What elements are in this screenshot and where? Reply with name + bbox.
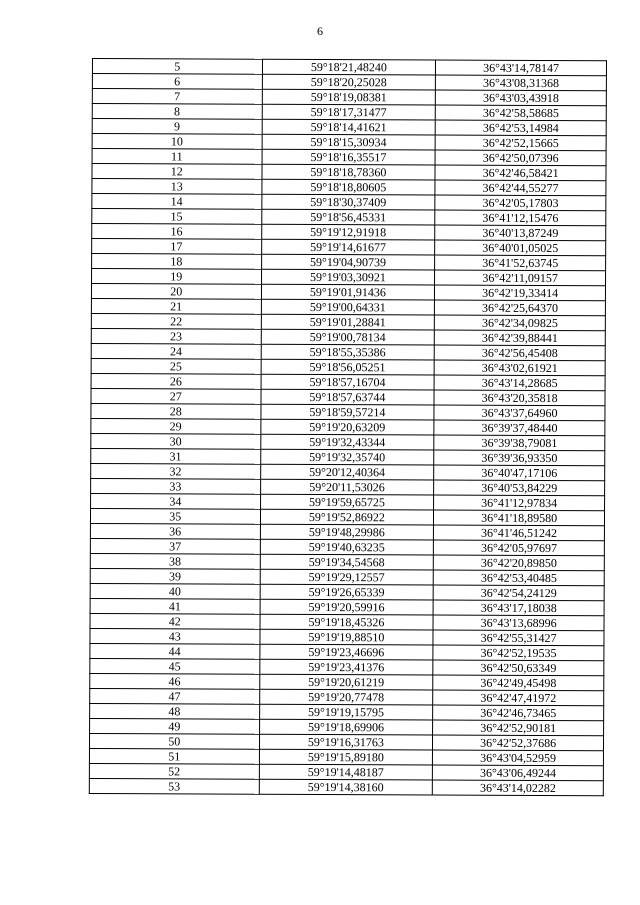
latitude-cell: 59°19'18,69906 — [259, 719, 433, 735]
latitude-cell: 59°19'20,63209 — [260, 419, 434, 435]
longitude-cell: 36°39'36,93350 — [434, 450, 605, 466]
point-number-cell: 22 — [91, 313, 261, 329]
coordinates-table — [89, 58, 607, 796]
coordinates-table-body — [89, 59, 606, 796]
point-number-cell: 43 — [90, 628, 260, 644]
latitude-cell: 59°19'52,86922 — [260, 509, 434, 525]
point-number-cell: 28 — [91, 403, 261, 419]
longitude-cell: 36°43'14,78147 — [436, 60, 607, 76]
latitude-cell: 59°19'12,91918 — [261, 224, 435, 240]
longitude-cell: 36°43'03,43918 — [436, 90, 607, 106]
point-number-cell: 10 — [92, 134, 262, 150]
longitude-cell: 36°42'19,33414 — [435, 285, 606, 301]
point-number-cell: 34 — [91, 493, 261, 509]
point-number-cell: 38 — [90, 553, 260, 569]
point-number-cell: 32 — [91, 463, 261, 479]
latitude-cell: 59°20'12,40364 — [260, 464, 434, 480]
latitude-cell: 59°19'23,41376 — [259, 659, 433, 675]
point-number-cell: 18 — [92, 254, 262, 270]
longitude-cell: 36°41'46,51242 — [434, 525, 605, 541]
latitude-cell: 59°19'14,38160 — [259, 779, 433, 795]
latitude-cell: 59°19'23,46696 — [259, 644, 433, 660]
latitude-cell: 59°19'15,89180 — [259, 749, 433, 765]
longitude-cell: 36°40'01,05025 — [435, 240, 606, 256]
longitude-cell: 36°42'56,45408 — [434, 345, 605, 361]
longitude-cell: 36°42'53,14984 — [435, 120, 606, 136]
longitude-cell: 36°43'08,31368 — [436, 75, 607, 91]
latitude-cell: 59°19'16,31763 — [259, 734, 433, 750]
point-number-cell: 5 — [92, 59, 262, 75]
latitude-cell: 59°19'01,28841 — [261, 314, 435, 330]
longitude-cell: 36°43'20,35818 — [434, 390, 605, 406]
point-number-cell: 47 — [90, 688, 260, 704]
longitude-cell: 36°40'13,87249 — [435, 225, 606, 241]
point-number-cell: 16 — [92, 224, 262, 240]
longitude-cell: 36°39'37,48440 — [434, 420, 605, 436]
point-number-cell: 53 — [89, 778, 259, 794]
point-number-cell: 50 — [89, 733, 259, 749]
latitude-cell: 59°18'56,05251 — [261, 359, 435, 375]
latitude-cell: 59°19'19,15795 — [259, 704, 433, 720]
point-number-cell: 36 — [90, 523, 260, 539]
point-number-cell: 6 — [92, 74, 262, 90]
longitude-cell: 36°42'50,07396 — [435, 150, 606, 166]
latitude-cell: 59°19'00,78134 — [261, 329, 435, 345]
point-number-cell: 29 — [91, 418, 261, 434]
point-number-cell: 8 — [92, 104, 262, 120]
point-number-cell: 35 — [90, 508, 260, 524]
latitude-cell: 59°18'57,16704 — [261, 374, 435, 390]
latitude-cell: 59°19'00,64331 — [261, 299, 435, 315]
longitude-cell: 36°41'12,97834 — [434, 495, 605, 511]
table-row — [89, 778, 603, 795]
longitude-cell: 36°42'50,63349 — [433, 660, 604, 676]
latitude-cell: 59°18'14,41621 — [262, 119, 436, 135]
longitude-cell: 36°43'06,49244 — [433, 765, 604, 781]
point-number-cell: 45 — [90, 658, 260, 674]
point-number-cell: 42 — [90, 613, 260, 629]
longitude-cell: 36°39'38,79081 — [434, 435, 605, 451]
latitude-cell: 59°18'18,78360 — [262, 164, 436, 180]
page-number: 6 — [317, 24, 323, 38]
latitude-cell: 59°18'56,45331 — [261, 209, 435, 225]
point-number-cell: 39 — [90, 568, 260, 584]
longitude-cell: 36°43'02,61921 — [434, 360, 605, 376]
point-number-cell: 46 — [90, 673, 260, 689]
latitude-cell: 59°19'18,45326 — [260, 614, 434, 630]
point-number-cell: 7 — [92, 89, 262, 105]
longitude-cell: 36°43'14,28685 — [434, 375, 605, 391]
longitude-cell: 36°42'05,97697 — [434, 540, 605, 556]
point-number-cell: 51 — [89, 748, 259, 764]
point-number-cell: 25 — [91, 358, 261, 374]
latitude-cell: 59°19'59,65725 — [260, 494, 434, 510]
longitude-cell: 36°42'44,55277 — [435, 180, 606, 196]
latitude-cell: 59°18'30,37409 — [261, 194, 435, 210]
latitude-cell: 59°19'34,54568 — [260, 554, 434, 570]
point-number-cell: 30 — [91, 433, 261, 449]
latitude-cell: 59°19'14,61677 — [261, 239, 435, 255]
latitude-cell: 59°19'14,48187 — [259, 764, 433, 780]
longitude-cell: 36°42'54,24129 — [433, 585, 604, 601]
latitude-cell: 59°18'57,63744 — [261, 389, 435, 405]
latitude-cell: 59°19'19,88510 — [259, 629, 433, 645]
longitude-cell: 36°42'58,58685 — [435, 105, 606, 121]
latitude-cell: 59°18'20,25028 — [262, 74, 436, 90]
longitude-cell: 36°42'05,17803 — [435, 195, 606, 211]
point-number-cell: 37 — [90, 538, 260, 554]
point-number-cell: 44 — [90, 643, 260, 659]
longitude-cell: 36°43'14,02282 — [433, 780, 604, 796]
longitude-cell: 36°43'13,68996 — [433, 615, 604, 631]
latitude-cell: 59°18'18,80605 — [261, 179, 435, 195]
longitude-cell: 36°41'12,15476 — [435, 210, 606, 226]
longitude-cell: 36°40'53,84229 — [434, 480, 605, 496]
longitude-cell: 36°42'52,19535 — [433, 645, 604, 661]
longitude-cell: 36°42'46,73465 — [433, 705, 604, 721]
longitude-cell: 36°43'17,18038 — [433, 600, 604, 616]
longitude-cell: 36°41'52,63745 — [435, 255, 606, 271]
latitude-cell: 59°19'29,12557 — [260, 569, 434, 585]
point-number-cell: 12 — [92, 164, 262, 180]
longitude-cell: 36°43'04,52959 — [433, 750, 604, 766]
point-number-cell: 19 — [92, 269, 262, 285]
latitude-cell: 59°18'21,48240 — [262, 59, 436, 75]
latitude-cell: 59°19'32,43344 — [260, 434, 434, 450]
longitude-cell: 36°42'52,37686 — [433, 735, 604, 751]
point-number-cell: 20 — [91, 284, 261, 300]
latitude-cell: 59°18'19,08381 — [262, 89, 436, 105]
point-number-cell: 40 — [90, 583, 260, 599]
latitude-cell: 59°19'04,90739 — [261, 254, 435, 270]
point-number-cell: 41 — [90, 598, 260, 614]
longitude-cell: 36°42'52,90181 — [433, 720, 604, 736]
latitude-cell: 59°19'20,77478 — [259, 689, 433, 705]
longitude-cell: 36°42'39,88441 — [435, 330, 606, 346]
longitude-cell: 36°43'37,64960 — [434, 405, 605, 421]
longitude-cell: 36°42'34,09825 — [435, 315, 606, 331]
point-number-cell: 27 — [91, 388, 261, 404]
point-number-cell: 11 — [92, 149, 262, 165]
longitude-cell: 36°42'53,40485 — [433, 570, 604, 586]
point-number-cell: 48 — [90, 703, 260, 719]
latitude-cell: 59°18'59,57214 — [260, 404, 434, 420]
longitude-cell: 36°42'52,15665 — [435, 135, 606, 151]
longitude-cell: 36°41'18,89580 — [434, 510, 605, 526]
longitude-cell: 36°42'20,89850 — [434, 555, 605, 571]
longitude-cell: 36°42'55,31427 — [433, 630, 604, 646]
longitude-cell: 36°42'46,58421 — [435, 165, 606, 181]
latitude-cell: 59°18'15,30934 — [262, 134, 436, 150]
latitude-cell: 59°19'26,65339 — [260, 584, 434, 600]
longitude-cell: 36°42'49,45498 — [433, 675, 604, 691]
point-number-cell: 26 — [91, 373, 261, 389]
point-number-cell: 13 — [92, 179, 262, 195]
latitude-cell: 59°19'40,63235 — [260, 539, 434, 555]
latitude-cell: 59°19'20,61219 — [259, 674, 433, 690]
point-number-cell: 23 — [91, 328, 261, 344]
latitude-cell: 59°19'32,35740 — [260, 449, 434, 465]
longitude-cell: 36°40'47,17106 — [434, 465, 605, 481]
point-number-cell: 9 — [92, 119, 262, 135]
point-number-cell: 49 — [90, 718, 260, 734]
point-number-cell: 15 — [92, 209, 262, 225]
latitude-cell: 59°18'55,35386 — [261, 344, 435, 360]
longitude-cell: 36°42'11,09157 — [435, 270, 606, 286]
latitude-cell: 59°19'48,29986 — [260, 524, 434, 540]
longitude-cell: 36°42'47,41972 — [433, 690, 604, 706]
point-number-cell: 33 — [91, 478, 261, 494]
point-number-cell: 24 — [91, 343, 261, 359]
latitude-cell: 59°18'16,35517 — [262, 149, 436, 165]
longitude-cell: 36°42'25,64370 — [435, 300, 606, 316]
point-number-cell: 21 — [91, 298, 261, 314]
point-number-cell: 52 — [89, 763, 259, 779]
latitude-cell: 59°19'01,91436 — [261, 284, 435, 300]
latitude-cell: 59°20'11,53026 — [260, 479, 434, 495]
point-number-cell: 31 — [91, 448, 261, 464]
latitude-cell: 59°19'03,30921 — [261, 269, 435, 285]
latitude-cell: 59°18'17,31477 — [262, 104, 436, 120]
point-number-cell: 14 — [92, 194, 262, 210]
latitude-cell: 59°19'20,59916 — [260, 599, 434, 615]
point-number-cell: 17 — [92, 239, 262, 255]
